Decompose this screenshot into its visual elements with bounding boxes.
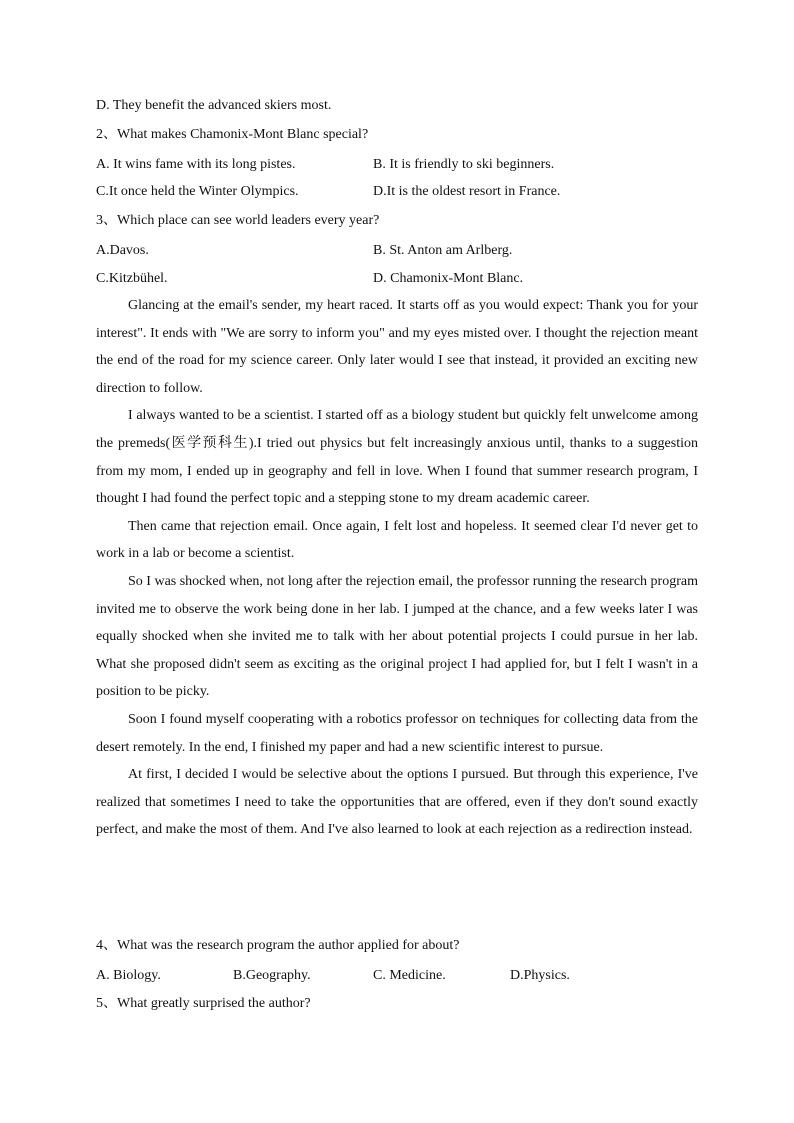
q2-option-c: C.It once held the Winter Olympics. [96, 184, 299, 199]
q1-option-d: D. They benefit the advanced skiers most. [96, 98, 332, 113]
passage-paragraph: Soon I found myself cooperating with a robotics professor on techniques for collecting data from the desert remotely. In the end, I finished my paper and had a new scientific interest to pursue. [96, 711, 698, 755]
passage-paragraph: At first, I decided I would be selective about the options I pursued. But through this experience, I've realized that sometimes I need to take the opportunities that are offered, even if they don't sound exactly perfect, and make the most of them. And I've also learned to look at each rejection as a redirection instead. [96, 767, 698, 838]
passage-paragraph: I always wanted to be a scientist. I started off as a biology student but quickly felt unwelcome among the premeds(医学预科生).I tried out physics but felt increasingly anxious until, thanks to a suggestion from my mom, I ended up in geography and fell in love. When I found that summer research program, I thought I had found the perfect topic and a stepping stone to my dream academic career. [96, 408, 698, 507]
q4-stem: 4、What was the research program the author applied for about? [96, 938, 460, 953]
q4-option-d: D.Physics. [510, 968, 570, 983]
q3-option-c: C.Kitzbühel. [96, 271, 168, 286]
q3-option-a: A.Davos. [96, 243, 149, 258]
passage-paragraph: Then came that rejection email. Once again, I felt lost and hopeless. It seemed clear I'd never get to work in a lab or become a scientist. [96, 518, 698, 562]
q5-stem: 5、What greatly surprised the author? [96, 996, 311, 1011]
q4-option-a: A. Biology. [96, 968, 161, 983]
q2-option-b: B. It is friendly to ski beginners. [373, 157, 555, 172]
passage-paragraph: So I was shocked when, not long after the rejection email, the professor running the research program invited me to observe the work being done in her lab. I jumped at the chance, and a few weeks later I was equally shocked when she invited me to talk with her about potential projects I could pursue in her lab. What she proposed didn't seem as exciting as the original project I had applied for, but I felt I wasn't in a position to be picky. [96, 573, 698, 700]
q4-option-c: C. Medicine. [373, 968, 446, 983]
q3-stem: 3、Which place can see world leaders every year? [96, 213, 380, 228]
reading-passage [96, 292, 698, 844]
q3-option-b: B. St. Anton am Arlberg. [373, 243, 513, 258]
q3-option-d: D. Chamonix-Mont Blanc. [373, 271, 524, 286]
q2-stem: 2、What makes Chamonix-Mont Blanc special? [96, 127, 369, 142]
q2-option-d: D.It is the oldest resort in France. [373, 184, 561, 199]
q4-option-b: B.Geography. [233, 968, 311, 983]
passage-paragraph: Glancing at the email's sender, my heart raced. It starts off as you would expect: Thank you for your interest". It ends with "We are sorry to inform you" and my eyes misted over. I thought the rejection meant the end of the road for my science career. Only later would I see that instead, it provided an exciting new direction to follow. [96, 298, 698, 396]
q2-option-a: A. It wins fame with its long pistes. [96, 157, 296, 172]
